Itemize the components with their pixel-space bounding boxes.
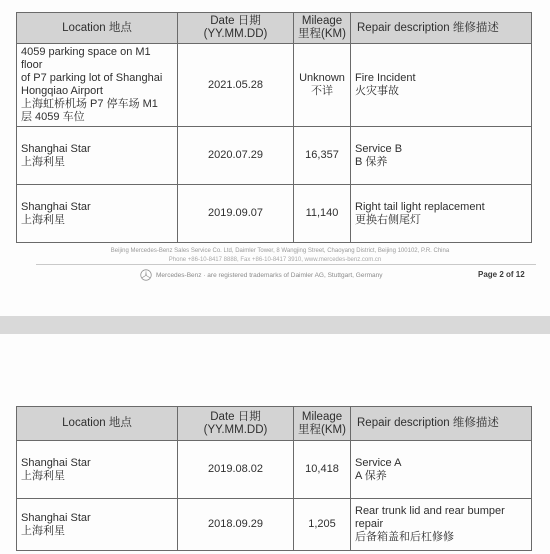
header-date-format: (YY.MM.DD)	[203, 28, 268, 40]
table-row	[17, 44, 532, 127]
page-prefix: Page	[478, 270, 500, 279]
cell-location	[17, 185, 178, 243]
location-line: Shanghai Star	[21, 456, 91, 469]
cell-location	[17, 499, 178, 551]
repair-history-table-page-2	[16, 12, 532, 243]
location-line: 上海利星	[21, 524, 65, 537]
description-line: Rear trunk lid and rear bumper	[355, 505, 505, 517]
cell-description	[351, 44, 532, 127]
description-line: repair	[355, 518, 384, 530]
description-line: 火灾事故	[355, 85, 399, 97]
footer-brand-text: Mercedes-Benz · are registered trademarks of Daimler AG, Stuttgart, Germany	[156, 271, 383, 279]
location-line: 层 4059 车位	[21, 111, 85, 123]
cell-mileage	[294, 44, 351, 127]
description-line: Service B	[355, 142, 403, 155]
description-line: A 保养	[355, 469, 387, 482]
footer-brand	[140, 268, 383, 282]
header-mileage-unit: 里程(KM)	[298, 423, 346, 436]
header-date-label: Date 日期	[210, 15, 261, 27]
cell-date: 2020.07.29	[178, 127, 294, 185]
cell-location	[17, 44, 178, 127]
header-mileage	[294, 13, 351, 44]
page-of: of	[503, 270, 516, 279]
cell-description	[351, 127, 532, 185]
description-line: 更换右侧尾灯	[355, 213, 421, 226]
page-separator	[0, 316, 550, 334]
location-line: Shanghai Star	[21, 200, 91, 213]
description-line: B 保养	[355, 155, 388, 168]
page-current: 2	[499, 270, 504, 279]
cell-mileage: 10,418	[294, 441, 351, 499]
location-line: Shanghai Star	[21, 142, 91, 155]
mercedes-star-icon	[140, 269, 152, 281]
table-row	[17, 499, 532, 551]
location-line: 4059 parking space on M1 floor	[21, 46, 151, 71]
header-location: Location 地点	[17, 407, 178, 441]
footer-phone: Phone +86-10-8417 8888, Fax +86-10-8417 3910, www.mercedes-benz.com.cn	[168, 257, 382, 263]
header-mileage-label: Mileage	[301, 410, 343, 423]
cell-location	[17, 127, 178, 185]
cell-date: 2019.09.07	[178, 185, 294, 243]
cell-description	[351, 185, 532, 243]
cell-mileage: 1,205	[294, 499, 351, 551]
header-date-format: (YY.MM.DD)	[203, 423, 268, 436]
table-row	[17, 127, 532, 185]
header-date	[178, 13, 294, 44]
cell-description	[351, 441, 532, 499]
location-line: Hongqiao Airport	[21, 85, 103, 97]
header-mileage-label: Mileage	[301, 15, 343, 27]
cell-location	[17, 441, 178, 499]
description-line: 后备箱盖和后杠修修	[355, 531, 454, 543]
mileage-line: 不详	[311, 85, 333, 97]
header-date	[178, 407, 294, 441]
cell-description	[351, 499, 532, 551]
table-header-row	[17, 407, 532, 441]
table-row	[17, 441, 532, 499]
cell-date: 2018.09.29	[178, 499, 294, 551]
cell-mileage: 11,140	[294, 185, 351, 243]
location-line: 上海利星	[21, 469, 65, 482]
mileage-line: Unknown	[299, 72, 345, 84]
header-description: Repair description 维修描述	[351, 13, 532, 44]
header-mileage-unit: 里程(KM)	[298, 28, 346, 40]
location-line: 上海虹桥机场 P7 停车场 M1	[21, 98, 158, 110]
cell-date: 2019.08.02	[178, 441, 294, 499]
table-row	[17, 185, 532, 243]
header-mileage	[294, 407, 351, 441]
header-date-label: Date 日期	[210, 410, 261, 423]
location-line: Shanghai Star	[21, 511, 91, 524]
header-description: Repair description 维修描述	[351, 407, 532, 441]
description-line: Service A	[355, 456, 402, 469]
table-header-row	[17, 13, 532, 44]
header-location: Location 地点	[17, 13, 178, 44]
page-total: 12	[515, 270, 525, 279]
location-line: of P7 parking lot of Shanghai	[21, 72, 163, 84]
cell-date: 2021.05.28	[178, 44, 294, 127]
description-line: Right tail light replacement	[355, 200, 485, 213]
page-number	[478, 270, 525, 279]
repair-history-table-page-3	[16, 406, 532, 551]
location-line: 上海利星	[21, 155, 65, 168]
location-line: 上海利星	[21, 213, 65, 226]
description-line: Fire Incident	[355, 72, 416, 84]
footer-divider	[36, 264, 536, 265]
footer-address: Beijing Mercedes-Benz Sales Service Co. Ltd, Daimler Tower, 8 Wangjing Street, Chaoyang District, Beijing 100102, P.R. China	[110, 248, 450, 254]
cell-mileage: 16,357	[294, 127, 351, 185]
